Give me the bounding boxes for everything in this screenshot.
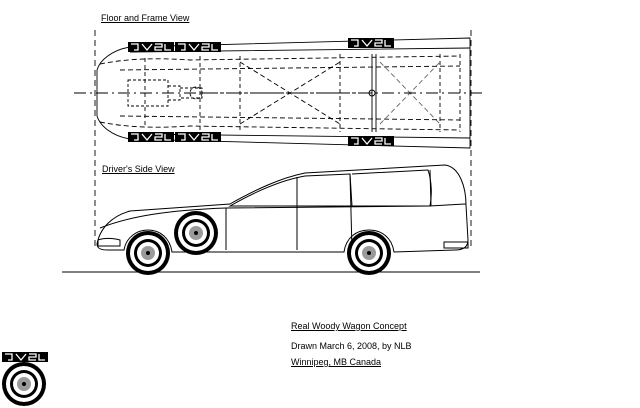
tire-tread-icon: [128, 42, 174, 52]
frame-rail-upper: [100, 56, 460, 64]
spare-tire-legend: [2, 352, 48, 406]
belt-line: [100, 204, 466, 228]
tire-tread-icon: [348, 136, 394, 146]
rear-bumper: [444, 242, 468, 248]
tire-tread-icon: [128, 132, 174, 142]
tire-tread-icon: [2, 352, 48, 362]
tire-tread-icon: [175, 132, 221, 142]
rear-window: [352, 170, 431, 206]
location-note: Winnipeg, MB Canada: [291, 357, 382, 367]
floor-frame-view-label: Floor and Frame View: [101, 13, 190, 23]
windshield-and-roof: [230, 174, 352, 206]
drivers-side-view-label: Driver's Side View: [102, 164, 175, 174]
front-bumper: [98, 239, 120, 247]
frame-rail-lower: [100, 122, 460, 130]
front-wheel-icon: [126, 231, 170, 275]
drivers-side-view: [62, 165, 480, 272]
wheel-icon: [2, 362, 46, 406]
tire-tread-icon: [175, 42, 221, 52]
tire-tread-icon: [348, 38, 394, 48]
mid-wheel-icon: [174, 211, 218, 255]
drawn-note: Drawn March 6, 2008, by NLB: [291, 341, 412, 351]
rear-wheel-icon: [347, 231, 391, 275]
concept-title: Real Woody Wagon Concept: [291, 321, 407, 331]
